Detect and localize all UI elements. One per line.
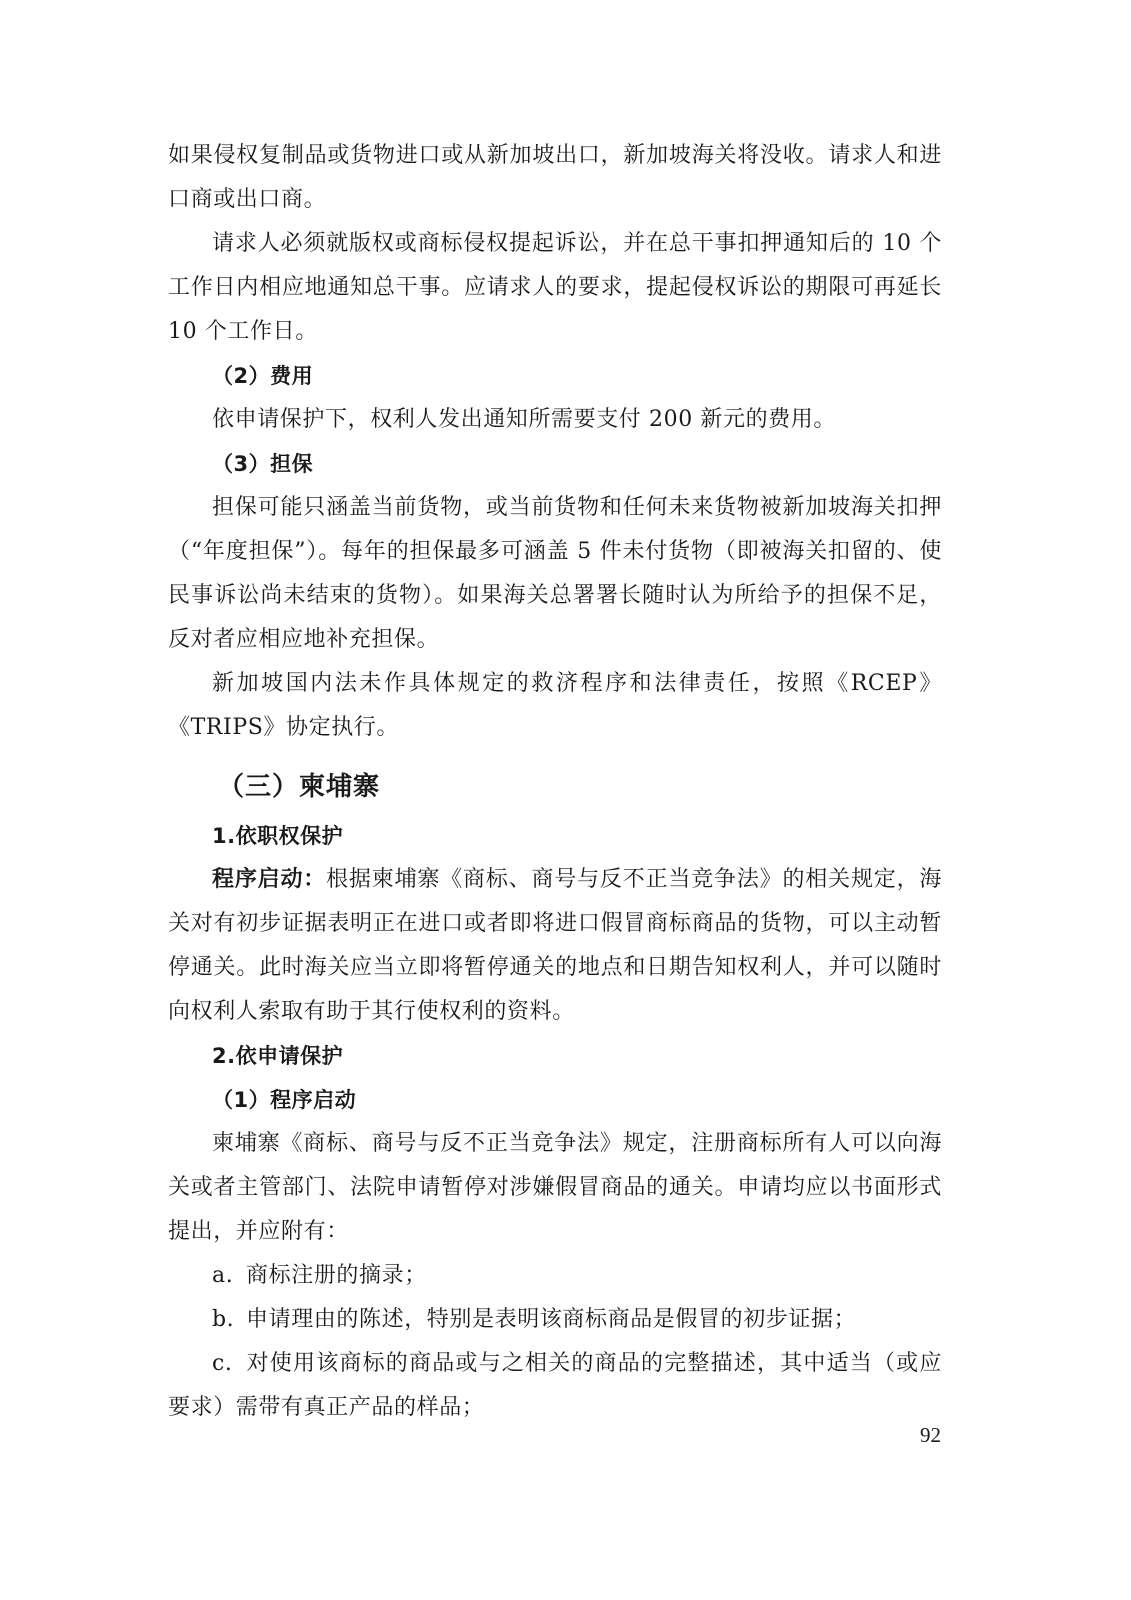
procedure-start-text: 根据柬埔寨《商标、商号与反不正当竞争法》的相关规定，海关对有初步证据表明正在进口或者即将进口假冒商标商品的货物，可以主动暂停通关。此时海关应当立即将暂停通关的地点和日期告知权利人，并可以随时向权利人索取有助于其行使权利的资料。 bbox=[168, 867, 942, 1024]
procedure-start-label: 程序启动： bbox=[212, 867, 327, 892]
document-body bbox=[168, 134, 942, 1430]
heading-guarantee: （3）担保 bbox=[212, 452, 314, 476]
paragraph-remedy: 新加坡国内法未作具体规定的救济程序和法律责任，按照《RCEP》《TRIPS》协定执行。 bbox=[168, 671, 942, 740]
list-item bbox=[168, 1298, 942, 1342]
section-title-cambodia: （三）柬埔寨 bbox=[218, 772, 381, 802]
page-number: 92 bbox=[920, 1423, 941, 1447]
heading-procedure-start: （1）程序启动 bbox=[212, 1088, 357, 1112]
list-item bbox=[168, 1342, 942, 1430]
paragraph-fee: 依申请保护下，权利人发出通知所需要支付 200 新元的费用。 bbox=[212, 407, 836, 432]
paragraph-lawsuit-deadline: 请求人必须就版权或商标侵权提起诉讼，并在总干事扣押通知后的 10 个工作日内相应地通知总干事。应请求人的要求，提起侵权诉讼的期限可再延长 10 个工作日。 bbox=[168, 231, 942, 344]
list-text: 商标注册的摘录； bbox=[246, 1263, 427, 1288]
heading-fee: （2）费用 bbox=[212, 364, 314, 388]
list-marker: b. bbox=[212, 1307, 235, 1332]
list-item bbox=[168, 1254, 942, 1298]
paragraph-ex-officio bbox=[168, 858, 942, 1034]
list-text: 对使用该商标的商品或与之相关的商品的完整描述，其中适当（或应要求）需带有真正产品的样品； bbox=[168, 1351, 942, 1420]
list-marker: c. bbox=[212, 1351, 233, 1376]
paragraph-guarantee: 担保可能只涵盖当前货物，或当前货物和任何未来货物被新加坡海关扣押（“年度担保”）。每年的担保最多可涵盖 5 件未付货物（即被海关扣留的、使民事诉讼尚未结束的货物）。如果海关总署署长随时认为所给予的担保不足，反对者应相应地补充担保。 bbox=[168, 495, 942, 652]
paragraph-confiscation: 如果侵权复制品或货物进口或从新加坡出口，新加坡海关将没收。请求人和进口商或出口商。 bbox=[168, 143, 942, 212]
list-text: 申请理由的陈述，特别是表明该商标商品是假冒的初步证据； bbox=[246, 1307, 857, 1332]
heading-ex-officio: 1.依职权保护 bbox=[212, 824, 344, 848]
heading-on-application: 2.依申请保护 bbox=[212, 1044, 344, 1068]
list-marker: a. bbox=[212, 1263, 234, 1288]
paragraph-application: 柬埔寨《商标、商号与反不正当竞争法》规定，注册商标所有人可以向海关或者主管部门、法院申请暂停对涉嫌假冒商品的通关。申请均应以书面形式提出，并应附有： bbox=[168, 1131, 942, 1244]
